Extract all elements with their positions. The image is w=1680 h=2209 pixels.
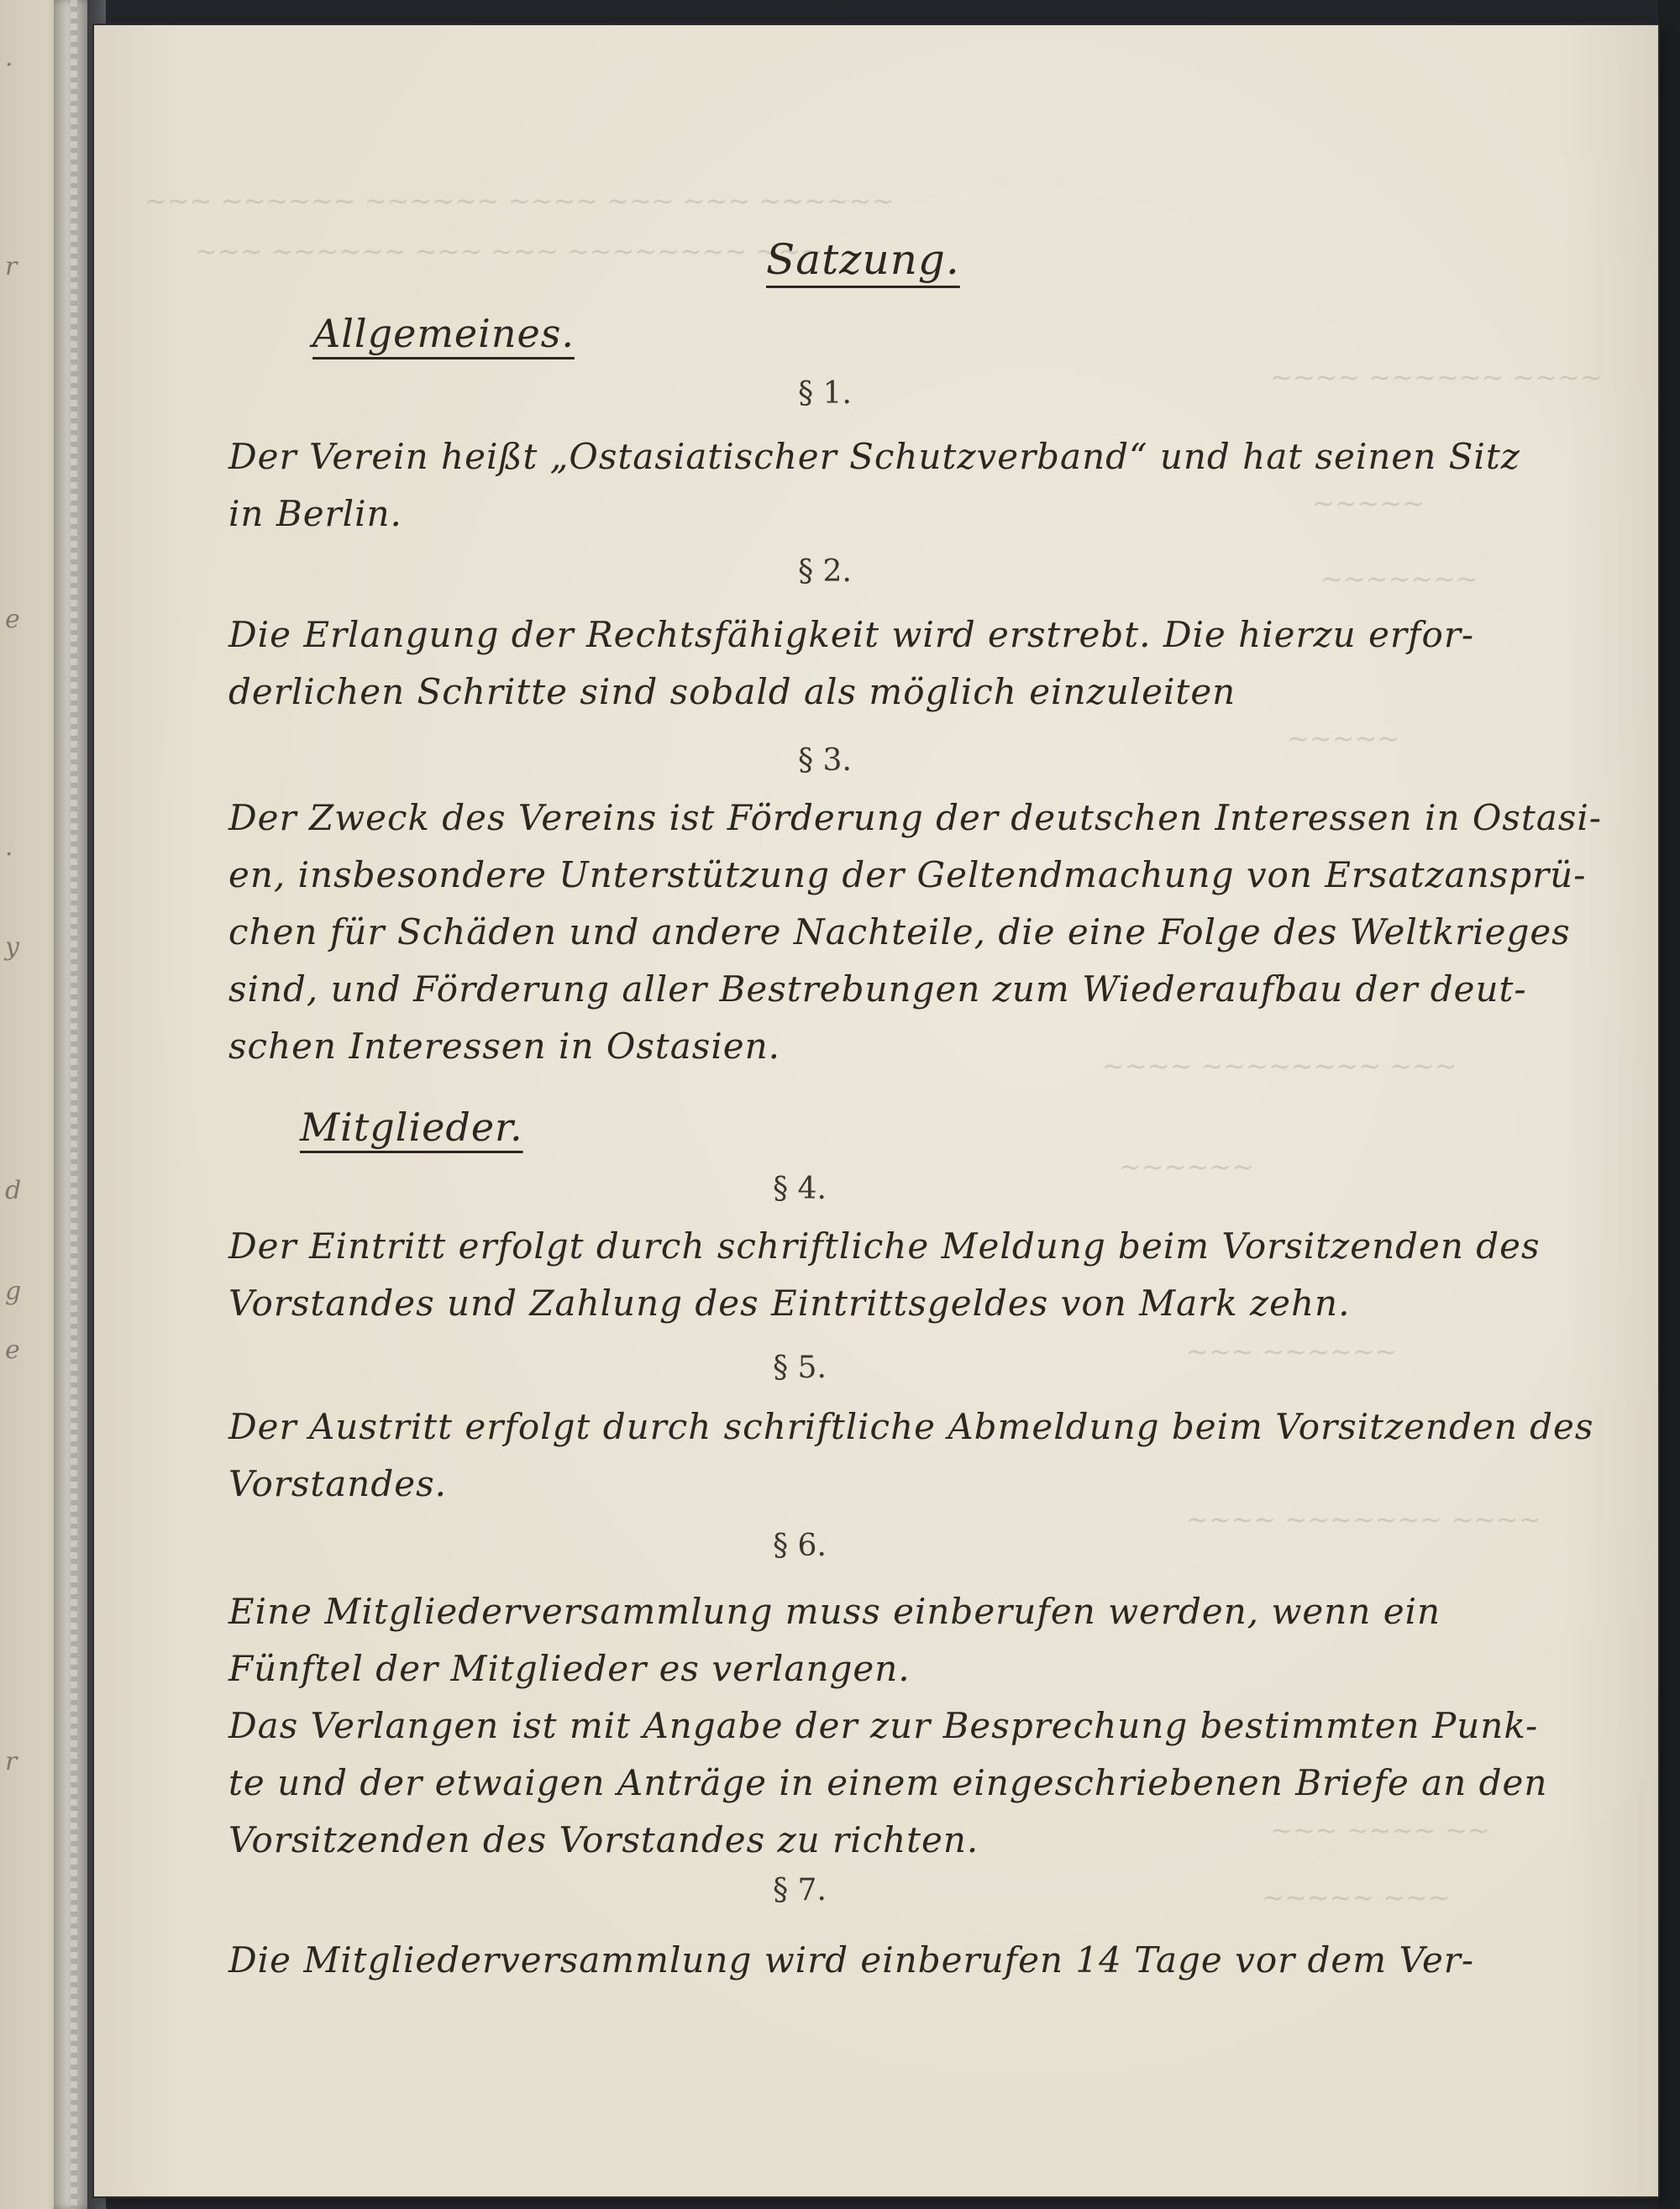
section-heading-members: Mitglieder. — [300, 1104, 523, 1150]
text-line: Der Eintritt erfolgt durch schriftliche Meldung beim Vorsitzenden des — [228, 1225, 1541, 1267]
previous-page-edge: · r e · y d g e r — [0, 0, 66, 2209]
text-line: Die Mitgliederversammlung wird einberufen 14 Tage vor dem Ver- — [228, 1939, 1475, 1981]
binding-stitch — [71, 0, 77, 2209]
bleed-through: ~~~ ~~~~ ~~ — [1270, 1814, 1490, 1846]
bleed-through: ~~~~~ — [1287, 722, 1400, 754]
paragraph-mark: § 2. — [798, 554, 852, 589]
text-line: Vorsitzenden des Vorstandes zu richten. — [228, 1819, 979, 1860]
text-line: in Berlin. — [228, 493, 402, 534]
paragraph-text — [228, 428, 1520, 543]
text-line: Der Zweck des Vereins ist Förderung der deutschen Interessen in Ostasi- — [228, 797, 1602, 838]
text-line: Fünftel der Mitglieder es verlangen. — [228, 1648, 911, 1689]
text-line: te und der etwaigen Anträge in einem eingeschriebenen Briefe an den — [228, 1762, 1548, 1803]
paragraph-text — [228, 1583, 1547, 1869]
paragraph-mark: § 6. — [773, 1529, 827, 1563]
text-line: sind, und Förderung aller Bestrebungen zum Wiederaufbau der deut- — [228, 968, 1527, 1010]
paragraph-text — [228, 1932, 1474, 1989]
text-line: en, insbesondere Unterstützung der Geltendmachung von Ersatzansprü- — [228, 854, 1587, 895]
text-line: schen Interessen in Ostasien. — [228, 1026, 781, 1067]
text-line: Eine Mitgliederversammlung muss einberufen werden, wenn ein — [228, 1591, 1441, 1632]
paragraph-mark: § 7. — [773, 1873, 827, 1907]
manuscript-page — [94, 25, 1658, 2196]
bleed-through: ~~~~ ~~~~~~~~ ~~~ — [1102, 1050, 1457, 1082]
text-line: Das Verlangen ist mit Angabe der zur Besprechung bestimmten Punk- — [228, 1705, 1539, 1746]
text-line: Vorstandes. — [228, 1463, 448, 1504]
page-right-edge — [1658, 0, 1680, 2209]
text-line: Der Verein heißt „Ostasiatischer Schutzverband“ und hat seinen Sitz — [228, 436, 1520, 477]
text-line: Die Erlangung der Rechtsfähigkeit wird erstrebt. Die hierzu erfor- — [228, 614, 1475, 655]
section-heading-general: Allgemeines. — [312, 311, 575, 356]
bleed-through: ~~~ ~~~~~~ — [1186, 1335, 1398, 1367]
text-line: derlichen Schritte sind sobald als möglich einzuleiten — [228, 671, 1236, 712]
paragraph-mark: § 5. — [773, 1351, 827, 1385]
paragraph-text — [228, 1218, 1541, 1332]
bleed-through: ~~~~~ — [1312, 487, 1425, 519]
bleed-through: ~~~~~ ~~~ — [1262, 1881, 1451, 1913]
bleed-through: ~~~ ~~~~~~ ~~~ ~~~ ~~~~~~~~ ~~~ — [195, 235, 823, 267]
text-line: Der Austritt erfolgt durch schriftliche Abmeldung beim Vorsitzenden des — [228, 1406, 1594, 1447]
text-line: chen für Schäden und andere Nachteile, die eine Folge des Weltkrieges — [228, 911, 1571, 952]
paragraph-text — [228, 606, 1474, 721]
paragraph-mark: § 4. — [773, 1172, 827, 1206]
text-line: Vorstandes und Zahlung des Eintrittsgeldes von Mark zehn. — [228, 1283, 1351, 1324]
bleed-through: ~~~~~~~ — [1320, 563, 1478, 595]
bleed-through: ~~~~ ~~~~~~~ ~~~~ — [1186, 1503, 1541, 1535]
paragraph-mark: § 1. — [798, 376, 852, 411]
paragraph-mark: § 3. — [798, 743, 852, 778]
paragraph-text — [228, 1398, 1593, 1513]
bleed-through: ~~~~ ~~~~~~ ~~~~ — [1270, 361, 1603, 393]
document-title: Satzung. — [766, 235, 960, 284]
bleed-through: ~~~ ~~~~~~ ~~~~~~ ~~~~ ~~~ ~~~ ~~~~~~ — [144, 185, 895, 217]
paragraph-text — [228, 790, 1602, 1075]
bleed-through: ~~~~~~ — [1119, 1151, 1254, 1183]
